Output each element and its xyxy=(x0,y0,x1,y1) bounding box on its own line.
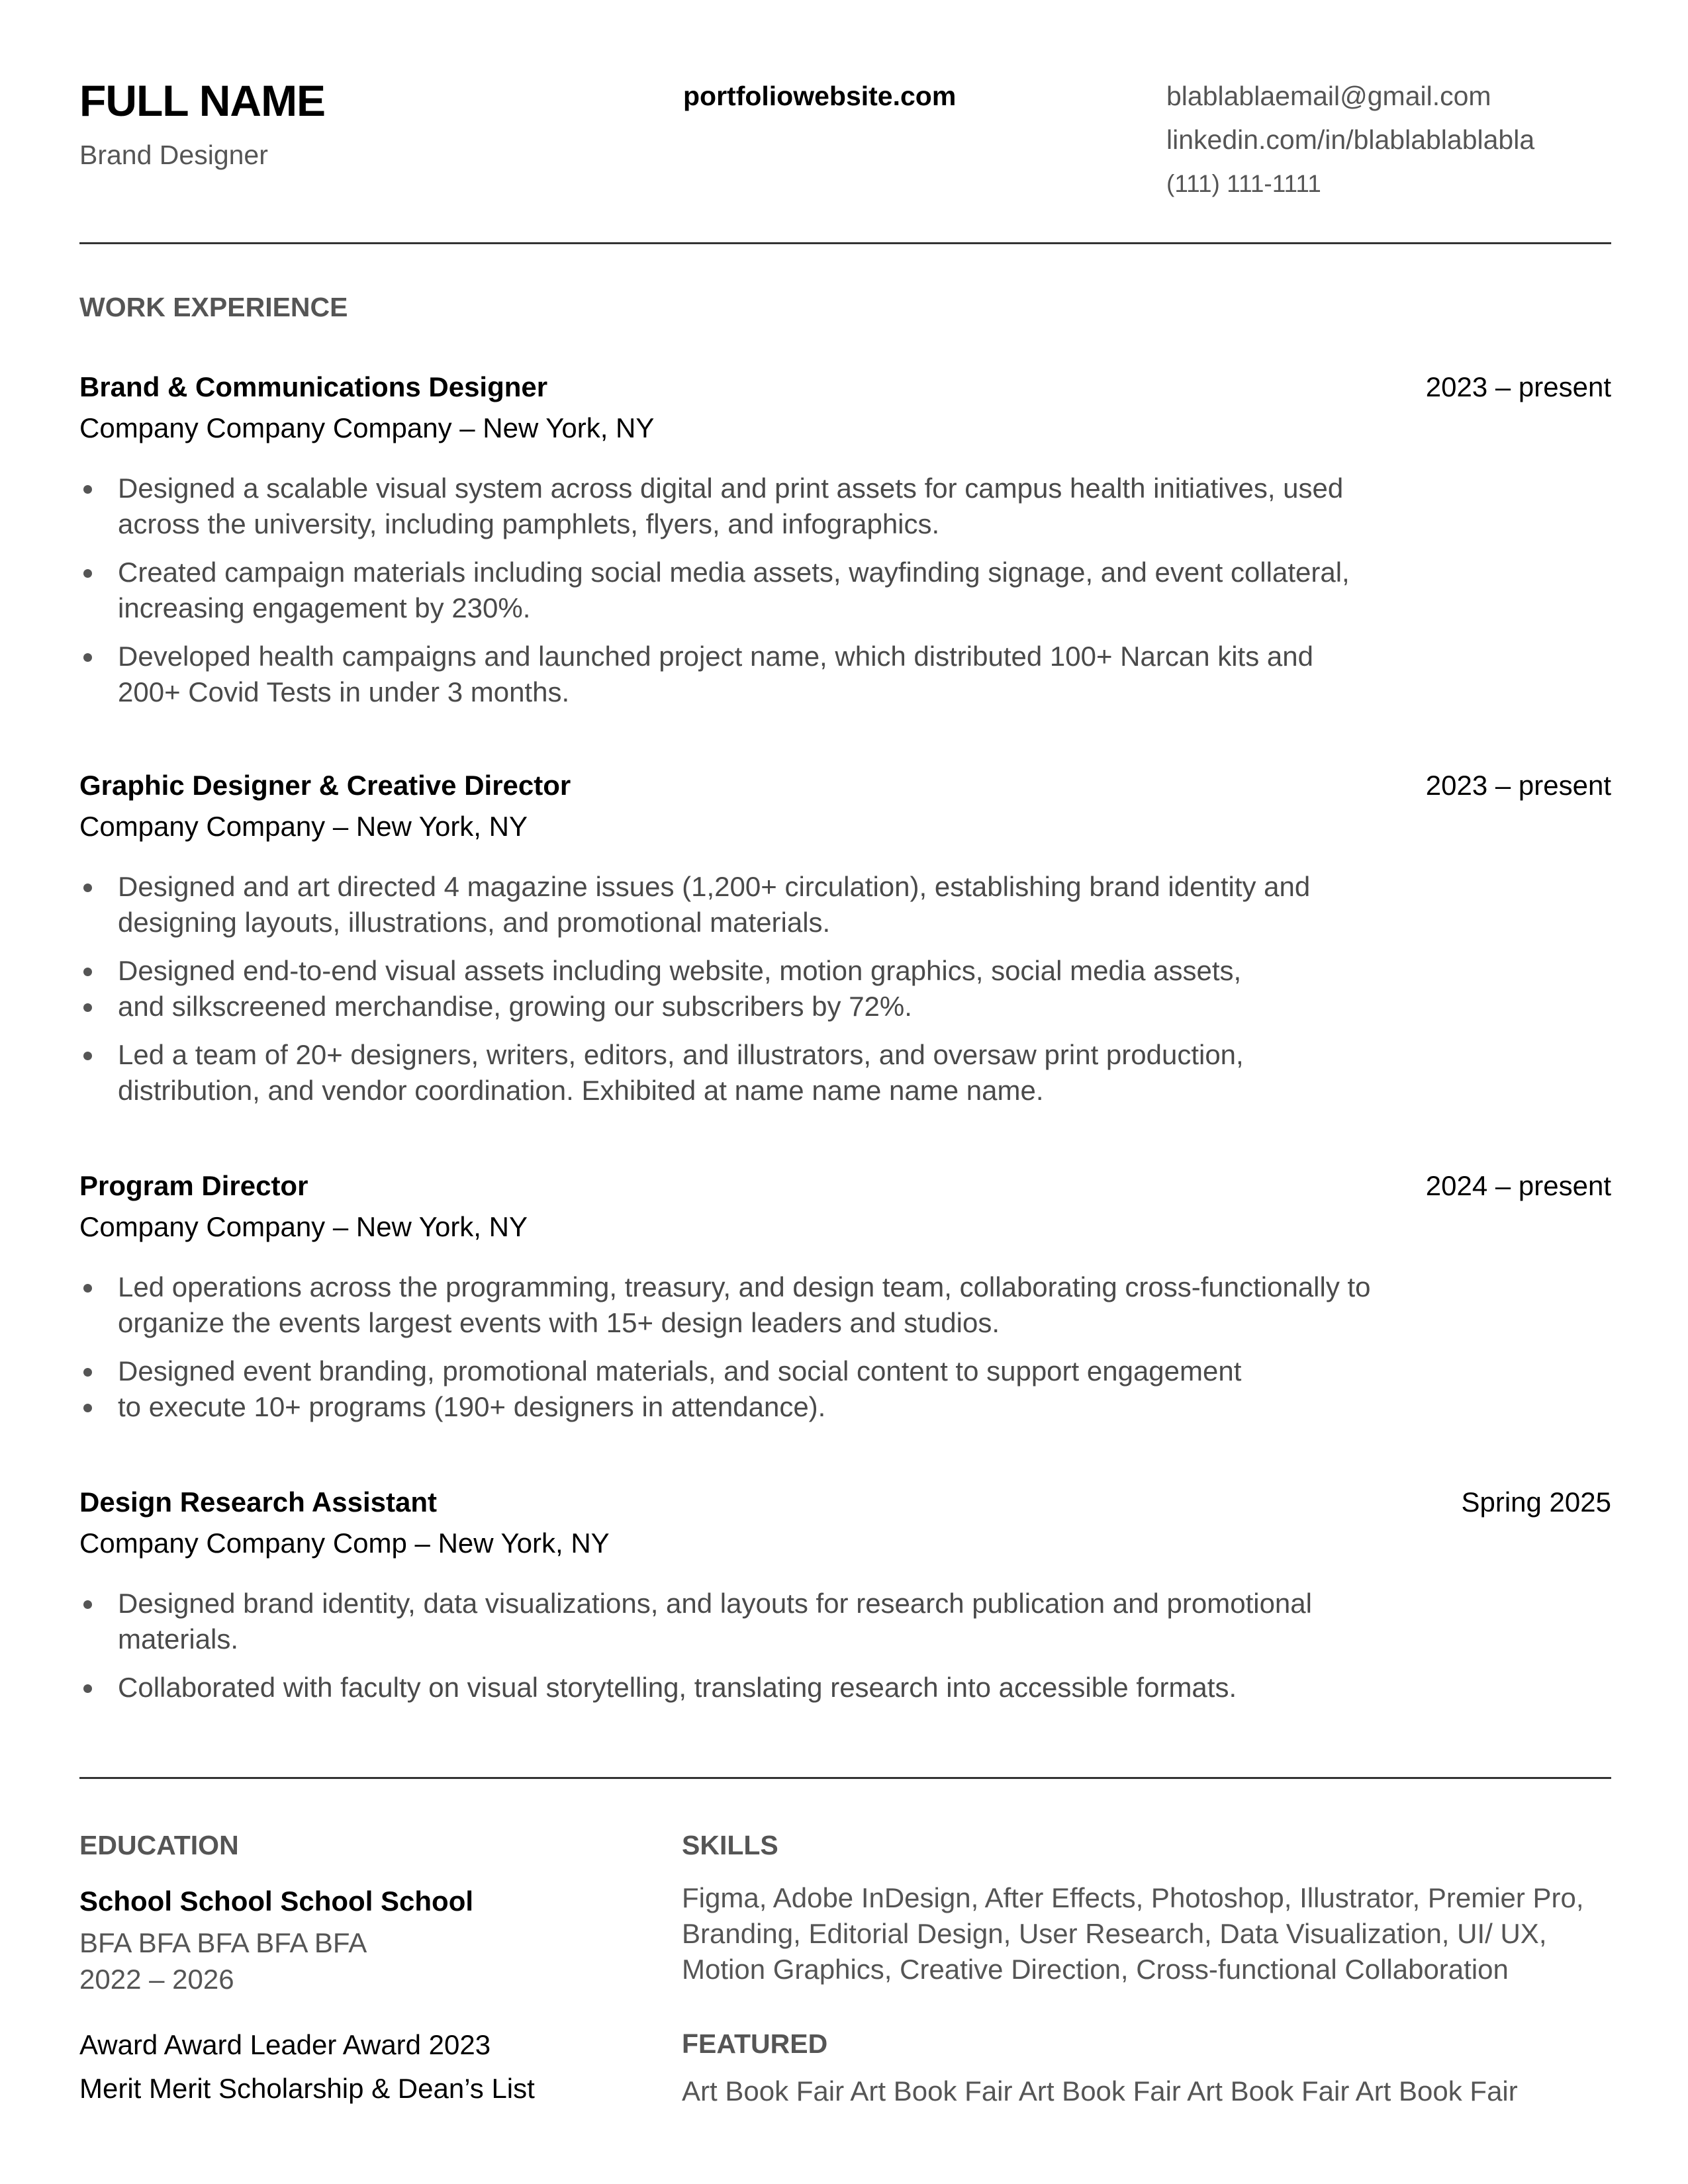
job-title: Program Director xyxy=(79,1170,308,1201)
bullet-icon xyxy=(83,569,92,578)
header-divider xyxy=(79,242,1611,244)
bullet-item xyxy=(79,989,1383,1024)
degree: BFA BFA BFA BFA BFA xyxy=(79,1927,367,1958)
bullet-icon xyxy=(83,968,92,976)
portfolio-link[interactable]: portfoliowebsite.com xyxy=(683,81,957,111)
job-company: Company Company Company – New York, NY xyxy=(79,412,655,443)
job-role: Brand Designer xyxy=(79,140,268,170)
job-entry xyxy=(79,1167,1611,1437)
bullet-text: Designed brand identity, data visualizations, and layouts for research publication and promotional materials. xyxy=(118,1588,1312,1655)
bullet-item xyxy=(79,869,1383,940)
education-section xyxy=(79,1827,649,2111)
bullet-item xyxy=(79,1037,1383,1109)
school-name: School School School School xyxy=(79,1886,474,1917)
featured-list: Art Book Fair Art Book Fair Art Book Fair Art Book Fair Art Book Fair xyxy=(682,2075,1518,2107)
bullet-text: Led a team of 20+ designers, writers, editors, and illustrators, and oversaw print production, distribution, and vendor coordination. Exhibited at name name name name. xyxy=(118,1039,1244,1106)
bullet-item xyxy=(79,1353,1383,1389)
bullet-icon xyxy=(83,1684,92,1693)
job-bullets xyxy=(79,1269,1611,1425)
bullet-icon xyxy=(83,485,92,494)
skills-section xyxy=(682,1827,1615,2109)
bullet-text: Designed a scalable visual system across digital and print assets for campus health initiatives, used across the university, including pamphlets, flyers, and infographics. xyxy=(118,473,1344,539)
skills-heading: SKILLS xyxy=(682,1830,778,1860)
bullet-icon xyxy=(83,1404,92,1412)
section-divider xyxy=(79,1777,1611,1779)
bullet-item xyxy=(79,471,1383,542)
skills-list: Figma, Adobe InDesign, After Effects, Photoshop, Illustrator, Premier Pro, Branding, Editorial Design, User Research, Data Visualization, UI/ UX, Motion Graphics, Creative Direction, Cross-functional Collaboration xyxy=(682,1882,1584,1985)
featured-heading: FEATURED xyxy=(682,2028,828,2059)
bullet-text: Designed and art directed 4 magazine issues (1,200+ circulation), establishing brand identity and designing layouts, illustrations, and promotional materials. xyxy=(118,871,1311,938)
education-heading: EDUCATION xyxy=(79,1830,239,1860)
bullet-item xyxy=(79,1670,1383,1706)
bullet-text: and silkscreened merchandise, growing our subscribers by 72%. xyxy=(118,991,912,1022)
bullet-text: Collaborated with faculty on visual storytelling, translating research into accessible formats. xyxy=(118,1672,1237,1703)
job-title: Brand & Communications Designer xyxy=(79,371,548,402)
merit: Merit Merit Scholarship & Dean’s List xyxy=(79,2073,535,2104)
linkedin-link[interactable]: linkedin.com/in/blablablablabla xyxy=(1166,124,1535,155)
job-date: 2023 – present xyxy=(1425,770,1611,801)
bullet-text: Led operations across the programming, treasury, and design team, collaborating cross-functionally to organize the events largest events with 15+ design leaders and studios. xyxy=(118,1271,1371,1338)
job-bullets xyxy=(79,869,1611,1109)
bullet-item xyxy=(79,555,1383,626)
bullet-item xyxy=(79,1389,1383,1425)
bullet-icon xyxy=(83,1284,92,1293)
bullet-text: Designed end-to-end visual assets including website, motion graphics, social media assets, xyxy=(118,955,1242,986)
bullet-icon xyxy=(83,1368,92,1377)
bullet-icon xyxy=(83,884,92,892)
job-title: Design Research Assistant xyxy=(79,1486,437,1518)
full-name: FULL NAME xyxy=(79,76,326,125)
bullet-item xyxy=(79,953,1383,989)
job-company: Company Company – New York, NY xyxy=(79,811,528,842)
bullet-text: to execute 10+ programs (190+ designers in attendance). xyxy=(118,1391,826,1422)
job-company: Company Company – New York, NY xyxy=(79,1211,528,1242)
bullet-icon xyxy=(83,1052,92,1060)
job-date: Spring 2025 xyxy=(1461,1486,1611,1518)
bullet-icon xyxy=(83,1600,92,1609)
job-bullets xyxy=(79,1586,1611,1706)
bullet-text: Developed health campaigns and launched project name, which distributed 100+ Narcan kits and 200+ Covid Tests in under 3 months. xyxy=(118,641,1313,707)
job-entry xyxy=(79,767,1611,1121)
award: Award Award Leader Award 2023 xyxy=(79,2029,491,2060)
bullet-text: Created campaign materials including social media assets, wayfinding signage, and event collateral, increasing engagement by 230%. xyxy=(118,557,1350,623)
education-years: 2022 – 2026 xyxy=(79,1964,234,1995)
bullet-item xyxy=(79,1586,1383,1657)
bullet-item xyxy=(79,639,1383,710)
bullet-icon xyxy=(83,653,92,662)
job-date: 2023 – present xyxy=(1425,371,1611,402)
job-date: 2024 – present xyxy=(1425,1170,1611,1201)
job-company: Company Company Comp – New York, NY xyxy=(79,1527,610,1559)
job-entry xyxy=(79,1484,1611,1718)
work-experience-heading: WORK EXPERIENCE xyxy=(79,292,348,322)
bullet-item xyxy=(79,1269,1383,1341)
bullet-text: Designed event branding, promotional materials, and social content to support engagement xyxy=(118,1355,1242,1387)
bullet-icon xyxy=(83,1003,92,1012)
job-bullets xyxy=(79,471,1611,710)
job-entry xyxy=(79,369,1611,723)
phone-number: (111) 111-1111 xyxy=(1166,170,1321,197)
job-title: Graphic Designer & Creative Director xyxy=(79,770,571,801)
email-link[interactable]: blablablaemail@gmail.com xyxy=(1166,81,1491,111)
